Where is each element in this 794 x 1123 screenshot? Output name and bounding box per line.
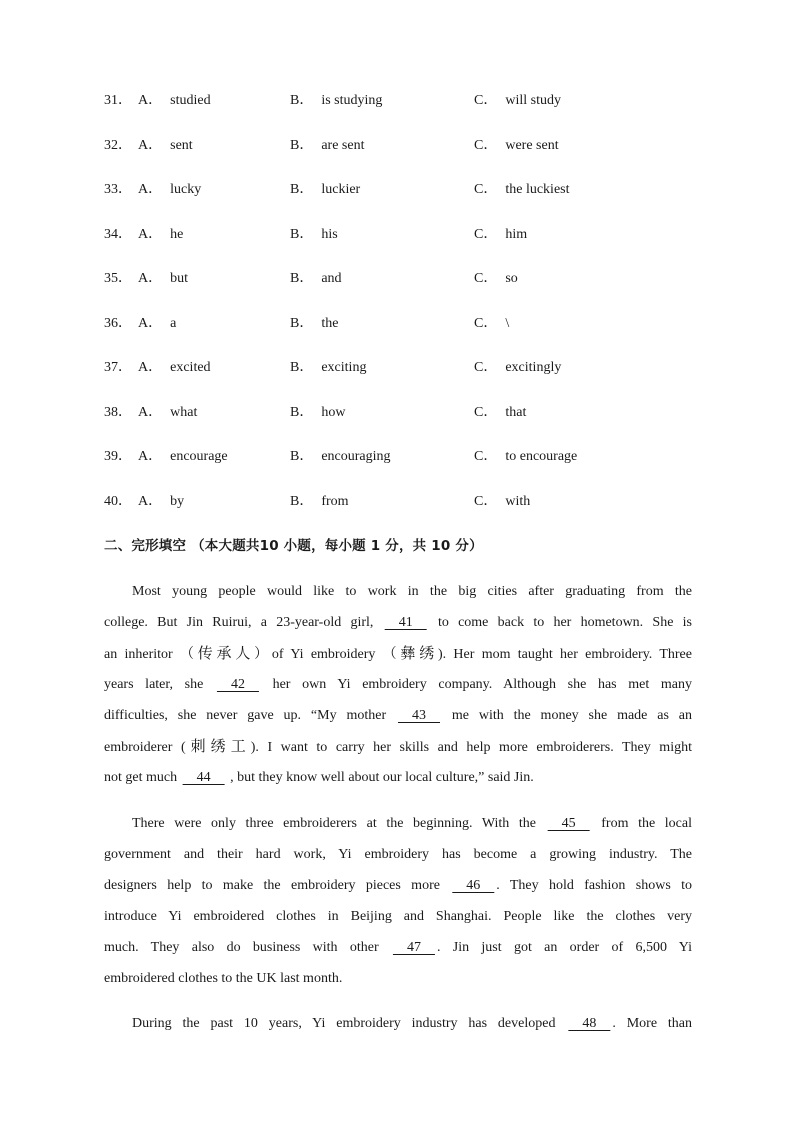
paragraph-line: There were only three embroiderers at the beginning. With the 45 from the local	[104, 808, 692, 839]
option-letter: B．	[290, 271, 314, 286]
option-b-40[interactable]	[290, 492, 349, 512]
option-b-33[interactable]	[290, 180, 360, 200]
option-letter: B．	[290, 315, 314, 331]
option-text: and	[321, 271, 342, 286]
question-number-wrap	[104, 447, 132, 467]
option-b-39[interactable]	[290, 447, 391, 467]
paragraph-line: an inheritor （传承人）of Yi embroidery （彝绣). Her mom taught her embroidery. Three	[104, 644, 692, 662]
option-c-38[interactable]	[474, 403, 526, 423]
option-letter: A．	[138, 271, 163, 286]
option-a-32[interactable]	[138, 136, 193, 156]
question-number: 40	[104, 493, 118, 509]
option-letter: C．	[474, 404, 498, 420]
paragraph-line: difficulties, she never gave up. “My mother 43 me with the money she made as an	[104, 700, 692, 731]
question-number-dot: ．	[118, 271, 132, 286]
paragraph-line: government and their hard work, Yi embroidery has become a growing industry. The	[104, 847, 692, 862]
blank-44[interactable]: 44	[182, 770, 225, 785]
blank-41[interactable]: 41	[384, 615, 427, 630]
paragraph-line: Most young people would like to work in the big cities after graduating from the	[132, 584, 692, 599]
option-a-31[interactable]	[138, 91, 211, 111]
question-number-dot: ．	[118, 137, 132, 153]
option-text: \	[505, 315, 510, 331]
question-number-wrap	[104, 136, 132, 156]
option-letter: B．	[290, 404, 314, 420]
paragraph-line: college. But Jin Ruirui, a 23-year-old girl, 41 to come back to her hometown. She is	[104, 607, 692, 638]
question-number-dot: ．	[118, 93, 132, 108]
option-letter: A．	[138, 315, 163, 331]
question-number: 38	[104, 404, 118, 420]
option-text: the	[321, 315, 339, 331]
option-b-37[interactable]	[290, 358, 366, 378]
option-c-36[interactable]	[474, 314, 509, 334]
question-number: 34	[104, 226, 118, 242]
option-text: encouraging	[321, 449, 391, 464]
option-text: exciting	[321, 360, 367, 375]
paragraph-line: embroidered clothes to the UK last month.	[104, 971, 343, 986]
option-text: studied	[170, 93, 211, 108]
passage-paragraph-3	[104, 1008, 692, 1039]
option-letter: B．	[290, 93, 314, 108]
option-text: excitingly	[505, 360, 562, 375]
question-number: 36	[104, 315, 118, 331]
question-number-wrap	[104, 358, 132, 378]
question-number-dot: ．	[118, 449, 132, 464]
question-number-dot: ．	[118, 182, 132, 197]
question-number-wrap	[104, 225, 132, 245]
option-text: his	[321, 226, 338, 242]
option-b-38[interactable]	[290, 403, 345, 423]
question-number-dot: ．	[118, 360, 132, 375]
option-text: so	[505, 271, 518, 286]
option-text: a	[170, 315, 177, 331]
paragraph-line: much. They also do business with other 47 . Jin just got an order of 6,500 Yi	[104, 932, 692, 963]
option-letter: C．	[474, 315, 498, 331]
blank-46[interactable]: 46	[452, 878, 495, 893]
option-text: to encourage	[505, 449, 578, 464]
option-letter: A．	[138, 449, 163, 464]
paragraph-line: designers help to make the embroidery pieces more 46 . They hold fashion shows to	[104, 870, 692, 901]
blank-48[interactable]: 48	[568, 1016, 611, 1031]
option-letter: A．	[138, 226, 163, 242]
section-heading: 二、完形填空 （本大题共10 小题，每小题 1 分，共 10 分）	[104, 538, 483, 554]
option-letter: A．	[138, 493, 163, 509]
option-text: luckier	[321, 182, 361, 197]
option-a-35[interactable]	[138, 269, 188, 289]
question-number-wrap	[104, 314, 132, 334]
question-number-dot: ．	[118, 493, 132, 509]
question-number-wrap	[104, 180, 132, 200]
option-b-32[interactable]	[290, 136, 365, 156]
option-text: that	[505, 404, 527, 420]
option-c-31[interactable]	[474, 91, 561, 111]
option-a-37[interactable]	[138, 358, 211, 378]
option-letter: A．	[138, 404, 163, 420]
option-b-36[interactable]	[290, 314, 338, 334]
option-text: him	[505, 226, 528, 242]
option-letter: A．	[138, 137, 163, 153]
option-letter: C．	[474, 493, 498, 509]
option-c-40[interactable]	[474, 492, 530, 512]
option-letter: B．	[290, 226, 314, 242]
option-letter: C．	[474, 93, 498, 108]
option-text: with	[505, 493, 531, 509]
question-number: 32	[104, 137, 118, 153]
option-text: is studying	[321, 93, 383, 108]
option-letter: C．	[474, 182, 498, 197]
option-text: sent	[170, 137, 193, 153]
option-b-34[interactable]	[290, 225, 338, 245]
option-letter: B．	[290, 449, 314, 464]
option-text: but	[170, 271, 189, 286]
option-c-37[interactable]	[474, 358, 561, 378]
option-text: are sent	[321, 137, 365, 153]
option-letter: B．	[290, 137, 314, 153]
option-c-32[interactable]	[474, 136, 559, 156]
option-letter: B．	[290, 493, 314, 509]
option-text: he	[170, 226, 184, 242]
question-number-wrap	[104, 403, 132, 423]
option-text: what	[170, 404, 198, 420]
option-text: will study	[505, 93, 561, 108]
question-number: 31	[104, 93, 118, 108]
question-number-dot: ．	[118, 226, 132, 242]
option-b-35[interactable]	[290, 269, 342, 289]
option-letter: C．	[474, 449, 498, 464]
option-text: lucky	[170, 182, 202, 197]
question-number-wrap	[104, 269, 132, 289]
question-number: 37	[104, 360, 118, 375]
paragraph-line: introduce Yi embroidered clothes in Beijing and Shanghai. People like the clothes very	[104, 909, 692, 924]
option-letter: C．	[474, 360, 498, 375]
paragraph-line: embroiderer (刺绣工). I want to carry her skills and help more embroiderers. They might	[104, 737, 692, 755]
paragraph-line: not get much 44 , but they know well about our local culture,” said Jin.	[104, 762, 692, 793]
option-letter: B．	[290, 182, 314, 197]
option-a-34[interactable]	[138, 225, 183, 245]
passage-paragraph-2	[104, 808, 692, 994]
paragraph-line: years later, she 42 her own Yi embroidery company. Although she has met many	[104, 669, 692, 700]
blank-43[interactable]: 43	[397, 708, 440, 723]
question-number-wrap	[104, 492, 132, 512]
option-a-38[interactable]	[138, 403, 197, 423]
option-c-34[interactable]	[474, 225, 527, 245]
option-letter: A．	[138, 182, 163, 197]
blank-42[interactable]: 42	[216, 677, 259, 692]
option-letter: B．	[290, 360, 314, 375]
option-c-33[interactable]	[474, 180, 570, 200]
option-text: by	[170, 493, 185, 509]
option-a-33[interactable]	[138, 180, 201, 200]
option-c-35[interactable]	[474, 269, 518, 289]
option-letter: A．	[138, 93, 163, 108]
blank-45[interactable]: 45	[547, 816, 590, 831]
passage-paragraph-1	[104, 576, 692, 793]
option-a-39[interactable]	[138, 447, 228, 467]
question-number-wrap	[104, 91, 132, 111]
option-a-40[interactable]	[138, 492, 184, 512]
option-b-31[interactable]	[290, 91, 382, 111]
option-text: the luckiest	[505, 182, 570, 197]
option-a-36[interactable]	[138, 314, 176, 334]
option-letter: A．	[138, 360, 163, 375]
paragraph-line: During the past 10 years, Yi embroidery industry has developed 48 . More than	[104, 1008, 692, 1039]
question-number: 39	[104, 449, 118, 464]
question-number: 35	[104, 271, 118, 286]
option-text: were sent	[505, 137, 559, 153]
question-number-dot: ．	[118, 315, 132, 331]
question-number-dot: ．	[118, 404, 132, 420]
option-text: excited	[170, 360, 211, 375]
blank-47[interactable]: 47	[392, 940, 435, 955]
option-text: how	[321, 404, 346, 420]
question-number: 33	[104, 182, 118, 197]
option-text: from	[321, 493, 349, 509]
option-text: encourage	[170, 449, 228, 464]
option-c-39[interactable]	[474, 447, 577, 467]
option-letter: C．	[474, 226, 498, 242]
option-letter: C．	[474, 271, 498, 286]
option-letter: C．	[474, 137, 498, 153]
